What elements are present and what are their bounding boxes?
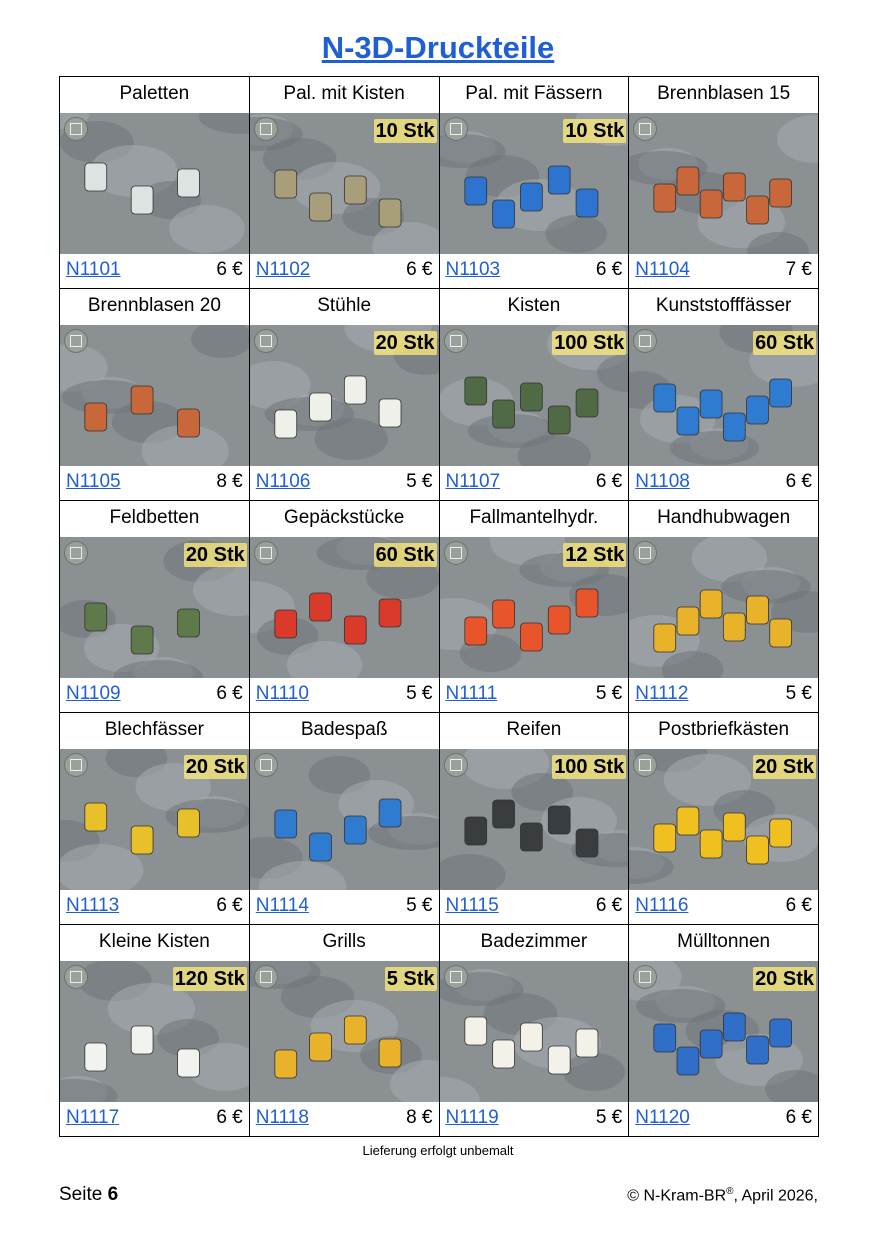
product-footer: [629, 465, 818, 500]
product-photo: [440, 325, 629, 466]
product-photo: [629, 325, 818, 466]
quantity-badge: 60 Stk: [755, 332, 814, 354]
product-photo: [629, 537, 818, 678]
product-footer: [60, 889, 249, 924]
product-photo: [250, 537, 439, 678]
product-price: 6 €: [406, 259, 433, 280]
product-photo: [440, 537, 629, 678]
page-title: N-3D-Druckteile: [321, 30, 555, 65]
product-cell: [250, 77, 440, 289]
product-cell: [60, 925, 250, 1137]
product-name: Paletten: [119, 83, 190, 104]
product-photo: [440, 749, 629, 890]
product-cell: [250, 289, 440, 501]
brand-logo-icon: [64, 965, 88, 989]
product-price: 7 €: [785, 259, 812, 280]
product-code-link[interactable]: N1104: [635, 259, 690, 280]
product-cell: [250, 501, 440, 713]
product-footer: [250, 465, 439, 500]
product-footer: [440, 253, 629, 288]
quantity-badge: 20 Stk: [375, 332, 435, 354]
copyright-prefix: © N-Kram-BR: [627, 1187, 727, 1205]
quantity-badge: 100 Stk: [554, 756, 625, 778]
brand-logo-icon: [444, 753, 468, 777]
product-footer: [250, 677, 439, 712]
product-footer: [440, 677, 629, 712]
product-photo: [250, 749, 439, 890]
product-code-link[interactable]: N1108: [635, 471, 690, 492]
product-photo: [60, 961, 249, 1102]
product-name: Pal. mit Kisten: [283, 83, 405, 104]
product-code-link[interactable]: N1114: [255, 895, 309, 916]
product-cell: [250, 713, 440, 925]
brand-logo-icon: [64, 541, 88, 565]
product-name: Gepäckstücke: [283, 507, 405, 528]
product-price: 5 €: [595, 683, 623, 704]
product-cell: [629, 501, 819, 713]
product-cell: [60, 289, 250, 501]
product-name: Mülltonnen: [677, 931, 771, 952]
product-cell: [440, 713, 630, 925]
copyright-suffix: , April 2026,: [733, 1187, 818, 1205]
quantity-badge: 10 Stk: [375, 120, 435, 142]
product-code-link[interactable]: N1101: [66, 259, 121, 280]
product-cell: [60, 77, 250, 289]
product-price: 6 €: [785, 1107, 812, 1128]
product-footer: [629, 253, 818, 288]
product-footer: [629, 677, 818, 712]
product-price: 6 €: [785, 471, 812, 492]
product-photo: [629, 961, 818, 1102]
product-footer: [440, 889, 629, 924]
product-code-link[interactable]: N1105: [66, 471, 121, 492]
brand-logo-icon: [64, 117, 88, 141]
product-code-link[interactable]: N1109: [66, 683, 121, 704]
product-price: 6 €: [216, 1107, 243, 1128]
product-cell: [629, 77, 819, 289]
brand-logo-icon: [254, 541, 278, 565]
product-footer: [629, 1101, 818, 1136]
product-photo-graphic: [60, 113, 249, 254]
product-photo: [250, 113, 439, 254]
page-number: [59, 1184, 118, 1206]
product-code-link[interactable]: N1103: [445, 259, 501, 280]
product-name: Brennblasen 15: [657, 83, 791, 104]
product-photo: [440, 961, 629, 1102]
product-cell: [440, 501, 630, 713]
brand-logo-icon: [254, 329, 278, 353]
product-code-link[interactable]: N1116: [635, 895, 689, 916]
quantity-badge: 100 Stk: [554, 332, 625, 354]
product-photo: [60, 325, 249, 466]
product-code-link[interactable]: N1113: [66, 895, 120, 916]
product-name: Badespaß: [300, 719, 388, 740]
product-price: 5 €: [406, 471, 433, 492]
product-cell: [629, 713, 819, 925]
product-name: Kunststofffässer: [655, 295, 792, 316]
product-photo: [60, 537, 249, 678]
product-name: Blechfässer: [104, 719, 205, 740]
brand-logo-icon: [64, 753, 88, 777]
brand-logo-icon: [254, 965, 278, 989]
product-name: Fallmantelhydr.: [469, 507, 599, 528]
product-name: Feldbetten: [109, 507, 200, 528]
brand-logo-icon: [444, 965, 468, 989]
copyright: [627, 1186, 818, 1205]
product-price: 5 €: [785, 683, 812, 704]
product-code-link[interactable]: N1102: [255, 259, 311, 280]
product-price: 6 €: [785, 895, 812, 916]
product-footer: [60, 253, 249, 288]
product-cell: [60, 501, 250, 713]
product-code-link[interactable]: N1115: [445, 895, 499, 916]
product-photo-graphic: [629, 113, 818, 254]
product-code-link[interactable]: N1110: [255, 683, 309, 704]
product-price: 5 €: [406, 683, 433, 704]
product-price: 6 €: [595, 895, 623, 916]
brand-logo-icon: [254, 753, 278, 777]
delivery-note: Lieferung erfolgt unbemalt: [362, 1143, 514, 1158]
product-photo: [440, 113, 629, 254]
product-code-link[interactable]: N1112: [635, 683, 689, 704]
product-footer: [60, 677, 249, 712]
product-price: 8 €: [406, 1107, 433, 1128]
brand-logo-icon: [64, 329, 88, 353]
product-cell: [440, 77, 630, 289]
product-photo-graphic: [250, 749, 439, 890]
product-cell: [440, 289, 630, 501]
product-footer: [440, 465, 629, 500]
product-name: Kleine Kisten: [98, 931, 210, 952]
product-photo-graphic: [629, 537, 818, 678]
quantity-badge: 20 Stk: [755, 968, 814, 990]
product-name: Pal. mit Fässern: [465, 83, 603, 104]
product-cell: [440, 925, 630, 1137]
product-footer: [250, 253, 439, 288]
product-price: 6 €: [216, 683, 243, 704]
product-cell: [60, 713, 250, 925]
product-photo: [250, 961, 439, 1102]
brand-logo-icon: [444, 329, 468, 353]
brand-logo-icon: [444, 117, 468, 141]
product-footer: [60, 1101, 249, 1136]
product-cell: [250, 925, 440, 1137]
product-code-link[interactable]: N1106: [255, 471, 311, 492]
product-code-link[interactable]: N1107: [445, 471, 501, 492]
page-number-value: 6: [107, 1184, 119, 1205]
product-footer: [60, 465, 249, 500]
product-price: 6 €: [216, 259, 243, 280]
product-price: 6 €: [595, 471, 623, 492]
product-photo-graphic: [440, 961, 629, 1102]
quantity-badge: 20 Stk: [185, 756, 245, 778]
product-footer: [629, 889, 818, 924]
product-footer: [440, 1101, 629, 1136]
quantity-badge: 60 Stk: [375, 544, 435, 566]
product-name: Brennblasen 20: [87, 295, 221, 316]
product-cell: [629, 289, 819, 501]
brand-logo-icon: [254, 117, 278, 141]
quantity-badge: 20 Stk: [755, 756, 814, 778]
product-code-link[interactable]: N1119: [445, 1107, 499, 1128]
product-photo-graphic: [60, 325, 249, 466]
product-code-link[interactable]: N1117: [66, 1107, 120, 1128]
product-grid: [59, 76, 819, 1137]
registered-mark: ®: [726, 1186, 734, 1197]
product-photo: [60, 113, 249, 254]
product-code-link[interactable]: N1111: [445, 683, 498, 704]
product-code-link[interactable]: N1118: [255, 1107, 309, 1128]
product-code-link[interactable]: N1120: [635, 1107, 690, 1128]
product-name: Reifen: [506, 719, 562, 740]
product-name: Grills: [322, 931, 366, 952]
product-price: 8 €: [216, 471, 243, 492]
quantity-badge: 12 Stk: [565, 544, 625, 566]
quantity-badge: 5 Stk: [386, 968, 435, 990]
product-price: 6 €: [595, 259, 623, 280]
product-name: Kisten: [507, 295, 561, 316]
product-photo: [629, 113, 818, 254]
quantity-badge: 120 Stk: [174, 968, 245, 990]
product-footer: [250, 1101, 439, 1136]
product-price: 6 €: [216, 895, 243, 916]
product-price: 5 €: [595, 1107, 623, 1128]
product-price: 5 €: [406, 895, 433, 916]
product-footer: [250, 889, 439, 924]
quantity-badge: 10 Stk: [565, 120, 625, 142]
product-name: Stühle: [317, 295, 372, 316]
page-label: Seite: [59, 1184, 103, 1205]
product-name: Badezimmer: [480, 931, 588, 952]
quantity-badge: 20 Stk: [185, 544, 245, 566]
product-name: Handhubwagen: [657, 507, 791, 528]
product-photo: [250, 325, 439, 466]
product-photo: [629, 749, 818, 890]
product-cell: [629, 925, 819, 1137]
product-name: Postbriefkästen: [658, 719, 790, 740]
brand-logo-icon: [444, 541, 468, 565]
product-photo: [60, 749, 249, 890]
